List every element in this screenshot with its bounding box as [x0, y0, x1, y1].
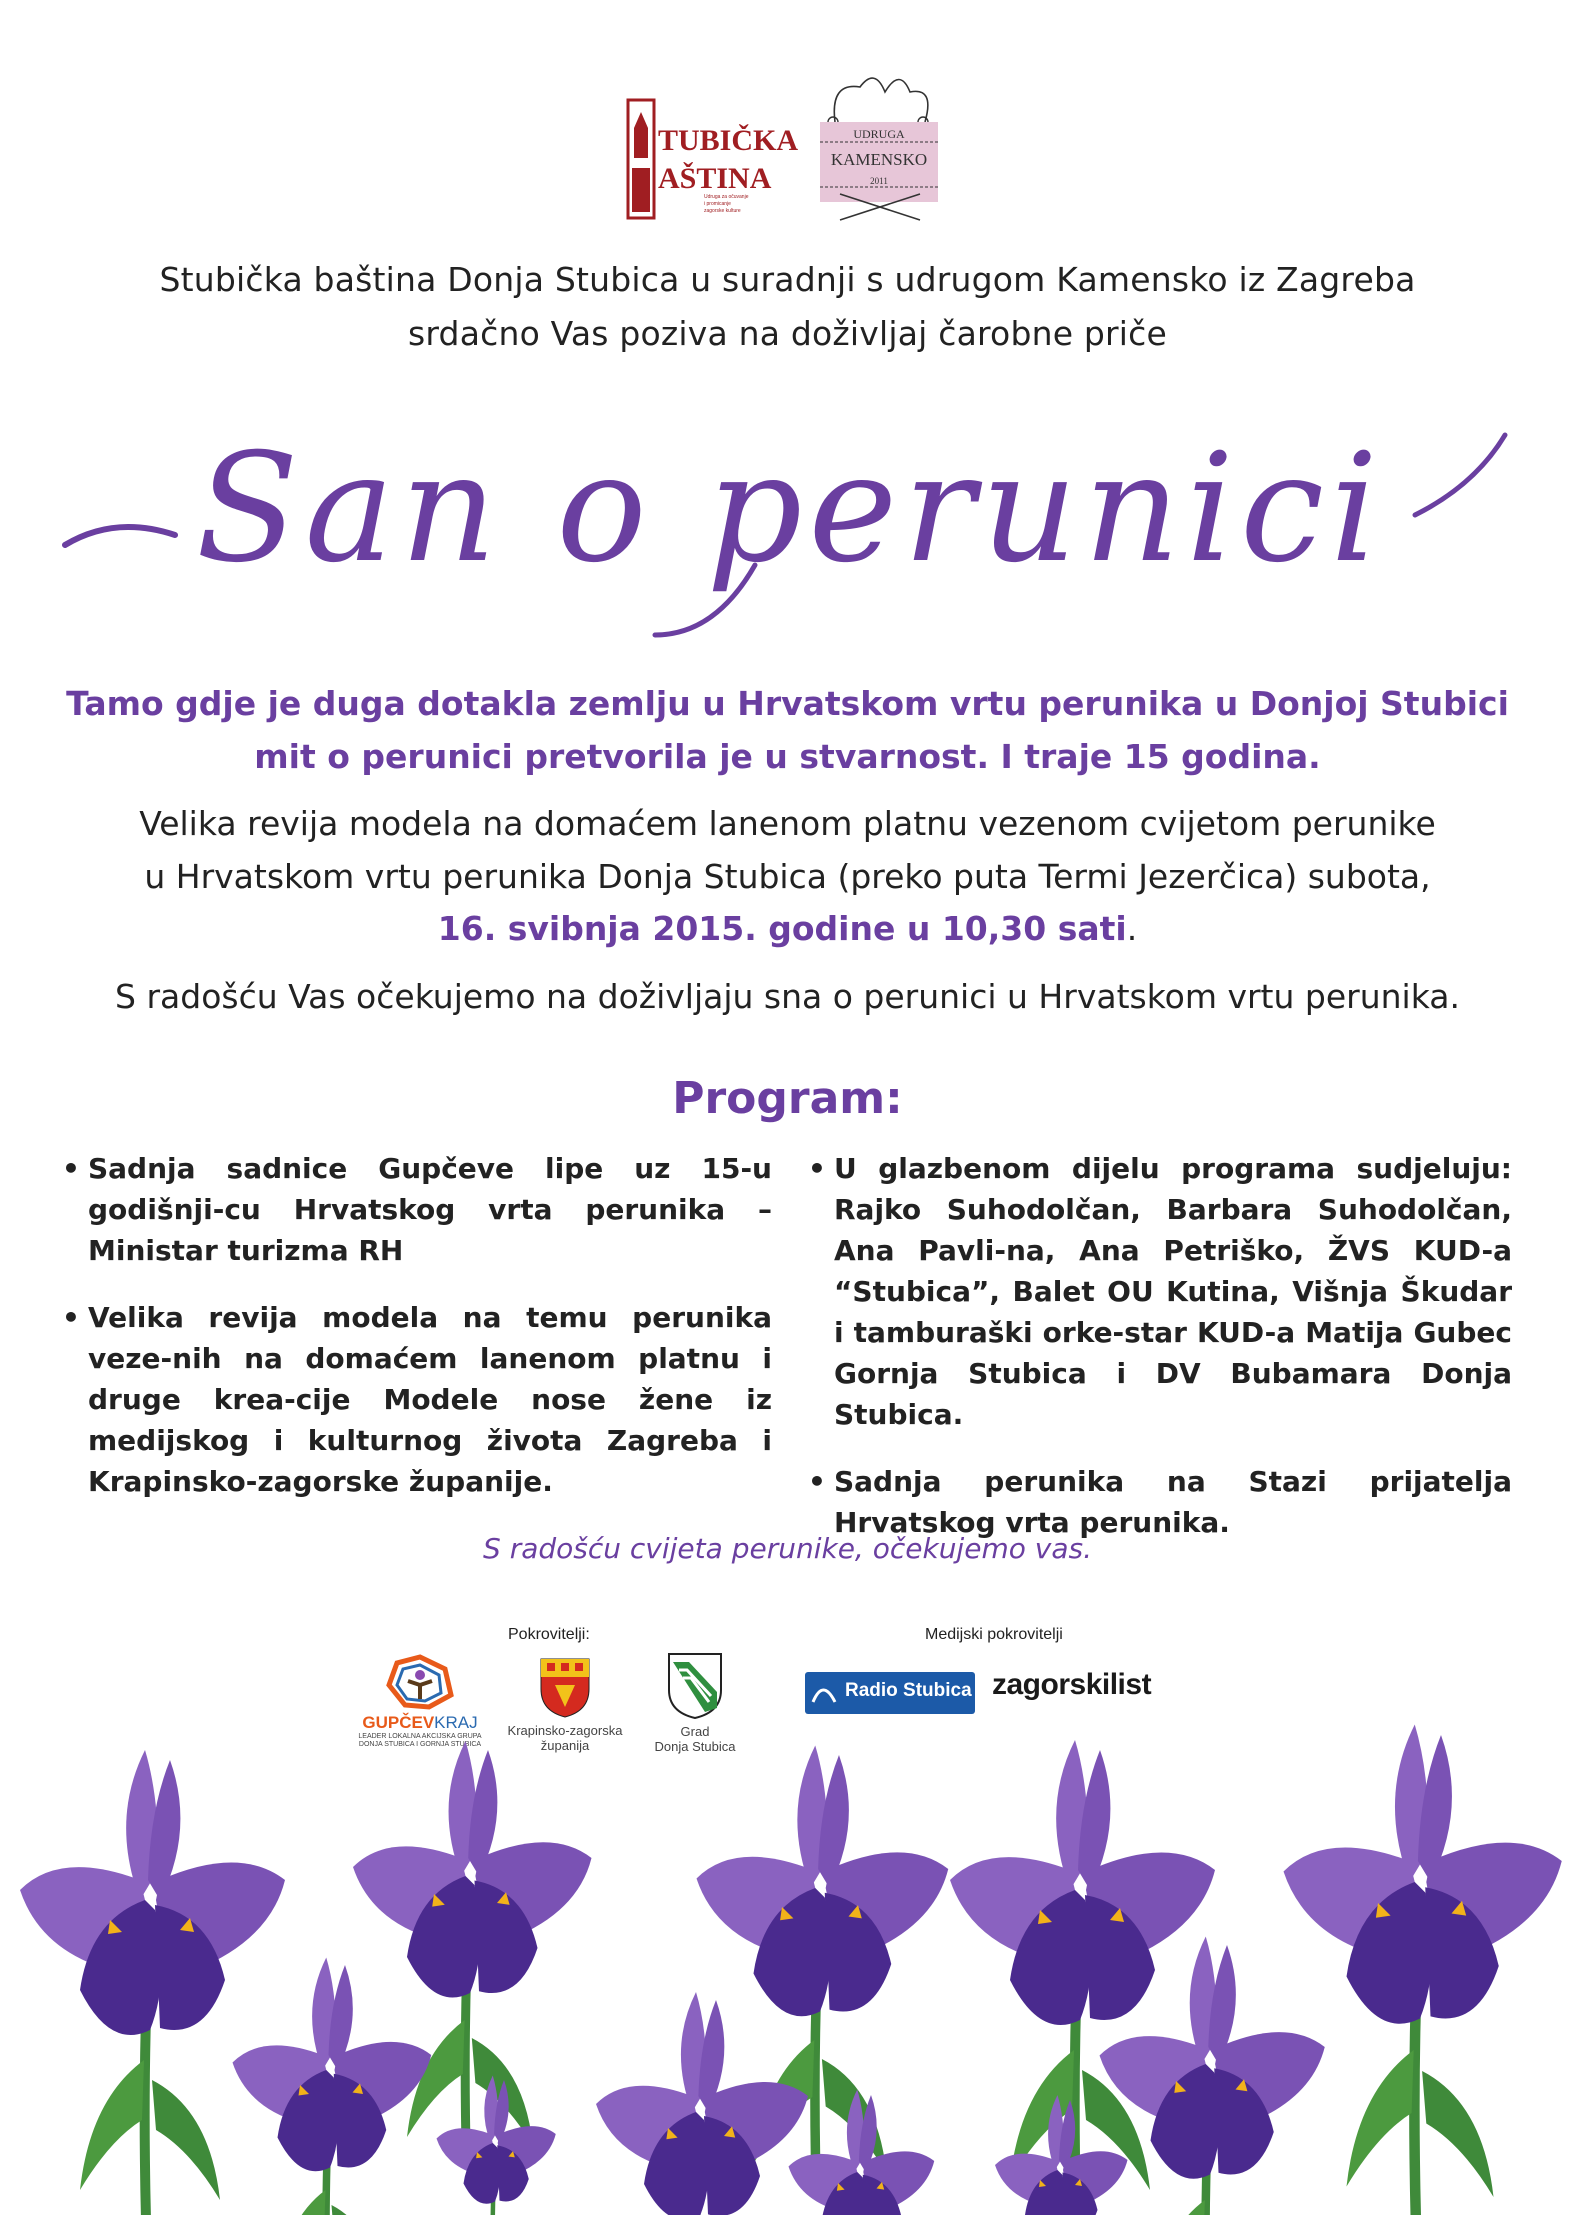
event-date: 16. svibnja 2015. godine u 10,30 sati [437, 909, 1127, 948]
intro-line-2: srdačno Vas poziva na doživljaj čarobne priče [407, 314, 1168, 353]
intro-line-1: Stubička baština Donja Stubica u suradnji s udrugom Kamensko iz Zagreba [159, 260, 1416, 299]
svg-text:zagorske kulture: zagorske kulture [704, 208, 741, 214]
closing-line: S radošću cvijeta perunike, očekujemo vas. [483, 1532, 1092, 1565]
donja-stubica-coat-of-arms-icon [665, 1650, 725, 1720]
zagorski-text: zagorski [992, 1668, 1110, 1701]
svg-text:Udruga za očuvanje: Udruga za očuvanje [704, 194, 749, 200]
program-item-text: U glazbenom dijelu programa sudjeluju: Rajko Suhodolčan, Barbara Suhodolčan, Ana Pavli-na, Ana Petriško, ŽVS KUD-a “Stubica”, Balet OU Kutina, Višnja Škudar i tamburaški orke-star KUD-a Matija Gubec Gornja Stubica i DV Bubamara Donja Stubica. [834, 1152, 1512, 1431]
radio-stubica-logo [805, 1672, 975, 1714]
media-sponsors-label: Medijski pokrovitelji [925, 1626, 1063, 1643]
bullet: • [808, 1465, 826, 1498]
program-item-text: Sadnja sadnice Gupčeve lipe uz 15-u godišnji-cu Hrvatskog vrta perunika – Ministar turizma RH [88, 1152, 772, 1267]
revija-line-1: Velika revija modela na domaćem lanenom platnu vezenom cvijetom perunike [139, 804, 1436, 843]
iris-flowers-illustration [0, 1730, 1575, 2215]
gupcev-kraj: KRAJ [434, 1713, 478, 1732]
program-item-text: Velika revija modela na temu perunika veze-nih na domaćem lanenom platnu i druge krea-cije Modele nose žene iz medijskog i kulturnog života Zagreba i Krapinsko-zagorske županije. [88, 1301, 772, 1498]
bullet: • [62, 1301, 80, 1334]
lead-line-1: Tamo gdje je duga dotakla zemlju u Hrvatskom vrtu perunika u Donjoj Stubici [66, 684, 1509, 723]
lead-line-2: mit o perunici pretvorila je u stvarnost. I traje 15 godina. [254, 737, 1321, 776]
program-left-column [58, 1148, 772, 1528]
county-coat-of-arms-icon [537, 1655, 593, 1719]
bullet: • [808, 1152, 826, 1185]
program-item [58, 1297, 772, 1502]
kamensko-logo-year: 2011 [870, 176, 888, 186]
kamensko-logo-line1: UDRUGA [853, 127, 905, 141]
event-date-line [0, 909, 1575, 948]
svg-text:i promicanje: i promicanje [704, 201, 731, 207]
stubicka-bastina-logo [626, 98, 799, 220]
sponsors-label: Pokrovitelji: [508, 1626, 590, 1643]
gupcev-name: GUPČEV [362, 1713, 435, 1732]
event-date-suffix: . [1126, 909, 1138, 948]
program-item [804, 1148, 1512, 1435]
program-item [58, 1148, 772, 1271]
ds-caption-1: Grad [680, 1724, 710, 1739]
program-heading: Program: [672, 1073, 903, 1124]
stubicka-logo-line2: AŠTINA [658, 162, 772, 195]
kzz-caption-2: županija [540, 1738, 590, 1753]
gupcev-kraj-icon [385, 1655, 455, 1709]
title-text: San o perunici [195, 422, 1385, 596]
zagorski-list-logo [992, 1668, 1151, 1702]
title-san-o-perunici [55, 395, 1525, 655]
kzz-caption-1: Krapinsko-zagorska [507, 1723, 623, 1738]
stubicka-logo-line1: TUBIČKA [658, 124, 799, 157]
radio-stubica-text: Radio Stubica [845, 1680, 972, 1701]
program-right-column [804, 1148, 1512, 1569]
kamensko-logo-line2: KAMENSKO [830, 150, 928, 169]
program-item [804, 1461, 1512, 1543]
list-text: list [1109, 1668, 1152, 1701]
gupcev-sub-1: LEADER LOKALNA AKCIJSKA GRUPA [358, 1733, 482, 1740]
program-item-text: Sadnja perunika na Stazi prijatelja Hrvatskog vrta perunika. [834, 1465, 1512, 1539]
bullet: • [62, 1152, 80, 1185]
ds-caption-2: Donja Stubica [654, 1739, 736, 1754]
udruga-kamensko-logo [805, 62, 950, 224]
gupcev-sub-2: DONJA STUBICA I GORNJA STUBICA [358, 1741, 482, 1748]
revija-line-2: u Hrvatskom vrtu perunika Donja Stubica (preko puta Termi Jezerčica) subota, [144, 857, 1431, 896]
joy-line: S radošću Vas očekujemo na doživljaju sna o perunici u Hrvatskom vrtu perunika. [115, 977, 1460, 1016]
